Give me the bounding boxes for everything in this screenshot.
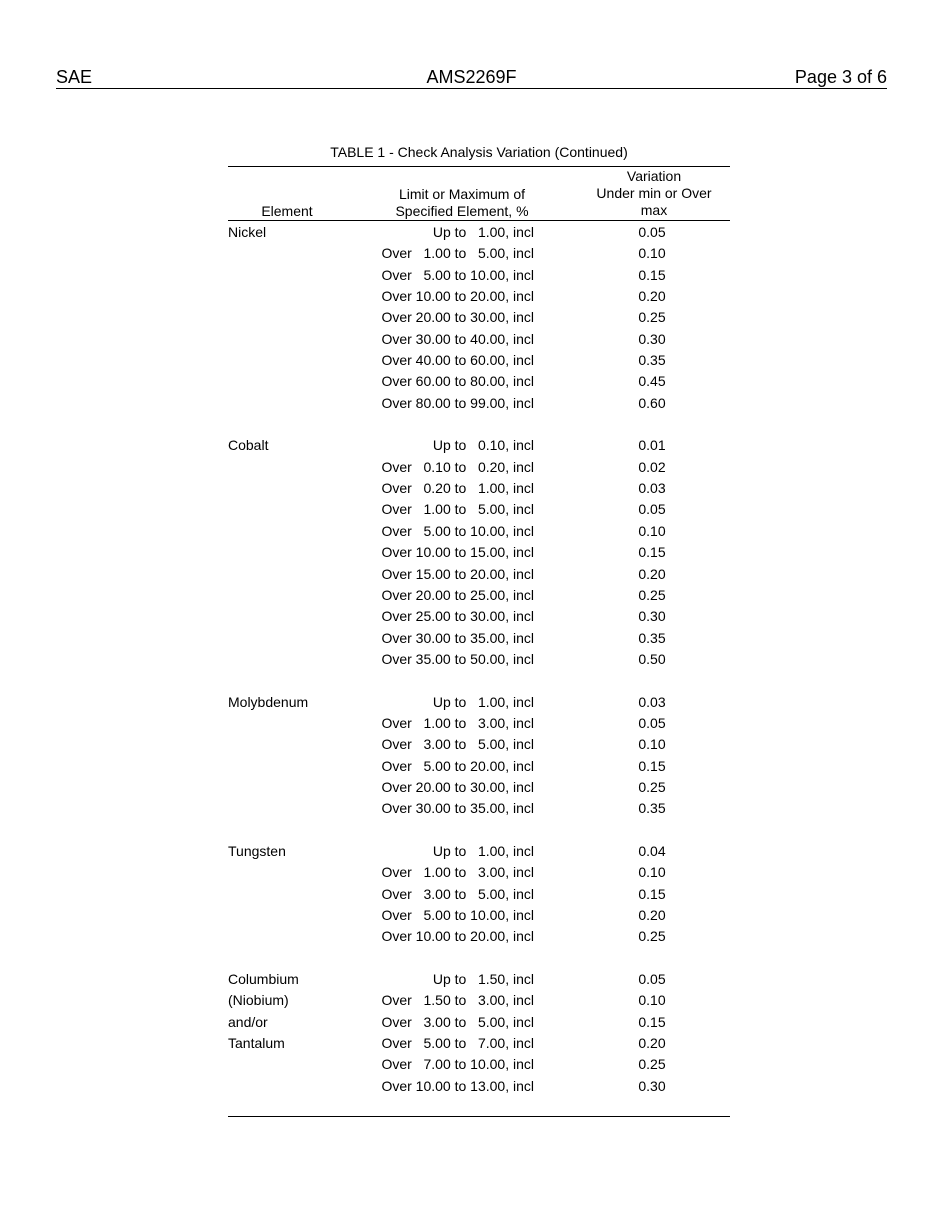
variation-value: 0.05 (638, 971, 666, 988)
element-name: Tantalum (228, 1035, 285, 1052)
header-doc-number: AMS2269F (426, 67, 517, 87)
limit-range: Over 5.00 to 10.00, incl (381, 907, 534, 923)
table-row (228, 286, 730, 307)
variation-value: 0.03 (638, 480, 666, 497)
limit-range: Over 5.00 to 10.00, incl (381, 266, 534, 283)
variation-value: 0.50 (638, 650, 666, 667)
table-row (228, 435, 730, 456)
table-row (228, 777, 730, 798)
limit-range: Over 15.00 to 20.00, incl (381, 565, 534, 582)
variation-value: 0.60 (638, 394, 666, 411)
limit-range: Up to 1.00, incl (432, 693, 534, 710)
variation-value: 0.10 (638, 864, 666, 881)
limit-range: Over 10.00 to 13.00, incl (381, 1077, 534, 1094)
limit-range: Over 30.00 to 35.00, incl (381, 629, 534, 646)
table-row (228, 926, 730, 947)
group-spacer (228, 820, 730, 841)
limit-range: Over 30.00 to 35.00, incl (381, 800, 534, 817)
variation-value: 0.10 (638, 245, 666, 262)
element-name: (Niobium) (228, 992, 289, 1009)
variation-value: 0.35 (638, 800, 666, 817)
limit-range: Over 3.00 to 5.00, incl (381, 736, 534, 753)
limit-range: Up to 1.00, incl (432, 842, 534, 859)
element-name: Cobalt (228, 437, 269, 454)
table-title: TABLE 1 - Check Analysis Variation (Continued) (330, 144, 628, 160)
limit-range: Up to 1.00, incl (432, 224, 534, 240)
limit-range: Over 5.00 to 10.00, incl (381, 522, 534, 539)
table-row (228, 649, 730, 670)
group-spacer (228, 414, 730, 435)
table-row (228, 841, 730, 862)
variation-value: 0.03 (638, 693, 666, 710)
table-row (228, 628, 730, 649)
table-row (228, 1012, 730, 1033)
table-row (228, 862, 730, 883)
limit-range: Over 20.00 to 25.00, incl (381, 586, 534, 603)
variation-value: 0.35 (638, 352, 666, 369)
limit-range: Over 1.50 to 3.00, incl (381, 992, 534, 1009)
table-row (228, 478, 730, 499)
table-row (228, 713, 730, 734)
table-row (228, 756, 730, 777)
table-top-rule (228, 166, 730, 167)
table-row (228, 307, 730, 328)
table-row (228, 1033, 730, 1054)
table-row (228, 499, 730, 520)
limit-range: Over 35.00 to 50.00, incl (381, 650, 534, 667)
variation-value: 0.05 (638, 501, 666, 518)
table-row (228, 457, 730, 478)
variation-value: 0.15 (638, 544, 666, 561)
limit-range: Over 40.00 to 60.00, incl (381, 352, 534, 369)
header-org: SAE (56, 67, 93, 87)
group-spacer (228, 948, 730, 969)
table-row (228, 350, 730, 371)
element-name: Nickel (228, 224, 267, 240)
element-name: Tungsten (228, 842, 286, 859)
limit-range: Up to 1.50, incl (432, 971, 534, 988)
table-row (228, 564, 730, 585)
table-body (228, 222, 730, 1097)
limit-range: Over 30.00 to 40.00, incl (381, 330, 534, 347)
limit-range: Over 1.00 to 5.00, incl (381, 245, 534, 262)
variation-value: 0.20 (638, 1035, 666, 1052)
variation-value: 0.10 (638, 522, 666, 539)
variation-value: 0.25 (638, 778, 666, 795)
col-header-limit: Limit or Maximum of Specified Element, % (395, 186, 529, 219)
variation-value: 0.25 (638, 1056, 666, 1073)
variation-value: 0.25 (638, 928, 666, 945)
header-page-number: Page 3 of 6 (794, 67, 887, 87)
limit-range: Over 5.00 to 20.00, incl (381, 757, 534, 774)
table-row (228, 243, 730, 264)
variation-value: 0.05 (638, 714, 666, 731)
table-row (228, 905, 730, 926)
limit-range: Up to 0.10, incl (432, 437, 534, 454)
variation-value: 0.04 (638, 842, 666, 859)
variation-value: 0.15 (638, 1013, 666, 1030)
limit-range: Over 7.00 to 10.00, incl (381, 1056, 534, 1073)
table-row (228, 884, 730, 905)
element-name: Columbium (228, 971, 299, 988)
col-header-variation: Variation Under min or Over max (596, 168, 712, 218)
variation-value: 0.20 (638, 907, 666, 923)
table-row (228, 265, 730, 286)
limit-range: Over 1.00 to 3.00, incl (381, 714, 534, 731)
limit-range: Over 3.00 to 5.00, incl (381, 1013, 534, 1030)
variation-value: 0.10 (638, 736, 666, 753)
table-row (228, 542, 730, 563)
limit-range: Over 10.00 to 20.00, incl (381, 928, 534, 945)
table-row (228, 692, 730, 713)
element-name: Molybdenum (228, 693, 309, 710)
table-row (228, 393, 730, 414)
header-bottom-rule (228, 220, 730, 221)
limit-range: Over 3.00 to 5.00, incl (381, 885, 534, 902)
variation-value: 0.25 (638, 309, 666, 326)
table-row (228, 371, 730, 392)
table-row (228, 969, 730, 990)
limit-range: Over 60.00 to 80.00, incl (381, 373, 534, 390)
variation-value: 0.20 (638, 565, 666, 582)
table-row (228, 1076, 730, 1097)
element-name: and/or (228, 1013, 268, 1030)
limit-range: Over 20.00 to 30.00, incl (381, 778, 534, 795)
limit-range: Over 20.00 to 30.00, incl (381, 309, 534, 326)
variation-value: 0.10 (638, 992, 666, 1009)
variation-value: 0.45 (638, 373, 666, 390)
variation-value: 0.02 (638, 458, 666, 475)
limit-range: Over 5.00 to 7.00, incl (381, 1035, 534, 1052)
limit-range: Over 1.00 to 3.00, incl (381, 864, 534, 881)
variation-value: 0.15 (638, 266, 666, 283)
variation-value: 0.30 (638, 608, 666, 625)
variation-value: 0.25 (638, 586, 666, 603)
page-header (56, 66, 887, 89)
limit-range: Over 10.00 to 20.00, incl (381, 288, 534, 305)
limit-range: Over 0.20 to 1.00, incl (381, 480, 534, 497)
table-row (228, 521, 730, 542)
table-row (228, 734, 730, 755)
variation-value: 0.15 (638, 757, 666, 774)
variation-value: 0.30 (638, 330, 666, 347)
table-row (228, 1054, 730, 1075)
variation-value: 0.30 (638, 1077, 666, 1094)
table-row (228, 798, 730, 819)
variation-value: 0.15 (638, 885, 666, 902)
table-row (228, 329, 730, 350)
variation-value: 0.35 (638, 629, 666, 646)
group-spacer (228, 670, 730, 691)
variation-value: 0.05 (638, 224, 666, 240)
limit-range: Over 25.00 to 30.00, incl (381, 608, 534, 625)
table-row (228, 990, 730, 1011)
variation-value: 0.01 (638, 437, 666, 454)
variation-value: 0.20 (638, 288, 666, 305)
table-bottom-rule (228, 1116, 730, 1117)
limit-range: Over 80.00 to 99.00, incl (381, 394, 534, 411)
table-row (228, 222, 730, 243)
table-row (228, 585, 730, 606)
col-header-element: Element (261, 203, 313, 219)
limit-range: Over 10.00 to 15.00, incl (381, 544, 534, 561)
limit-range: Over 0.10 to 0.20, incl (381, 458, 534, 475)
table-row (228, 606, 730, 627)
limit-range: Over 1.00 to 5.00, incl (381, 501, 534, 518)
